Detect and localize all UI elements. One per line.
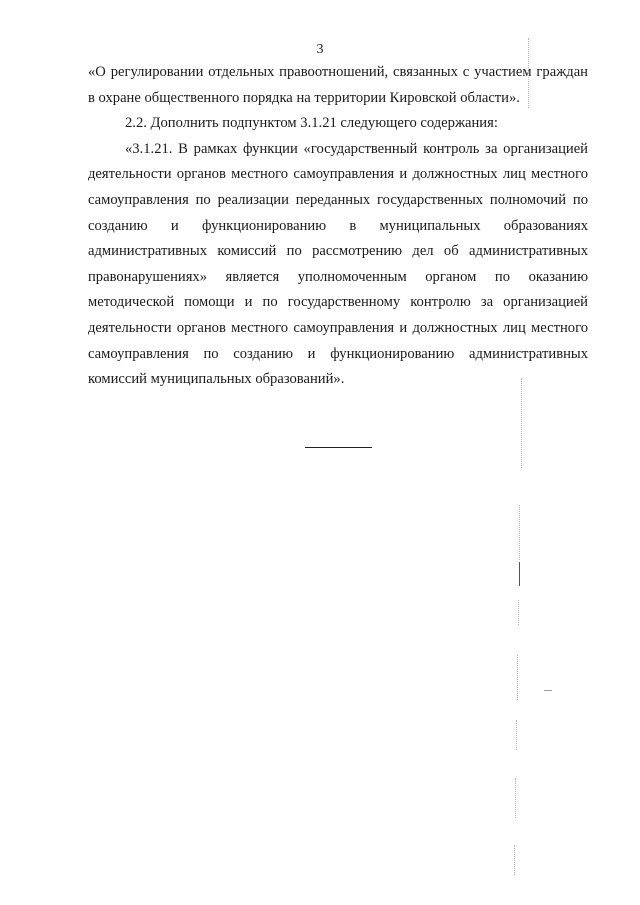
scan-artifact-mark — [514, 845, 515, 875]
scan-artifact-mark — [519, 562, 520, 586]
scan-artifact-mark — [517, 655, 518, 700]
paragraph-continuation-line-1: «О регулировании отдельных правоотношений, связанных с участием граждан — [88, 64, 588, 80]
paragraph-continuation-line-2: в охране общественного порядка на территории Кировской области». — [88, 89, 520, 106]
scan-artifact-mark — [521, 378, 522, 468]
page-number: 3 — [316, 42, 324, 57]
scan-artifact-mark — [528, 38, 529, 108]
scan-artifact-mark — [516, 720, 517, 750]
scan-artifact-mark — [518, 600, 519, 625]
scan-artifact-dash — [544, 690, 552, 691]
scan-artifact-mark — [515, 778, 516, 818]
paragraph-subitem-3-1-21: «3.1.21. В рамках функции «государственный контроль за организацией деятельности органов местного самоуправления и должностных лиц местного самоуправления по реализации переданных государственных полномочий по созданию и функционированию в муниципальных образованиях административных комиссий по рассмотрению дел об административных правонарушениях» является уполномоченным органом по оказанию методической помощи и по государственному контролю за организацией деятельности органов местного самоуправления и должностных лиц местного самоуправления по созданию и функционированию административных комиссий муниципальных образований». — [88, 140, 588, 388]
scan-artifact-mark — [519, 505, 520, 560]
paragraph-item-2-2: 2.2. Дополнить подпунктом 3.1.21 следующего содержания: — [125, 115, 498, 132]
document-body — [88, 60, 588, 393]
closing-divider-line — [305, 447, 372, 448]
